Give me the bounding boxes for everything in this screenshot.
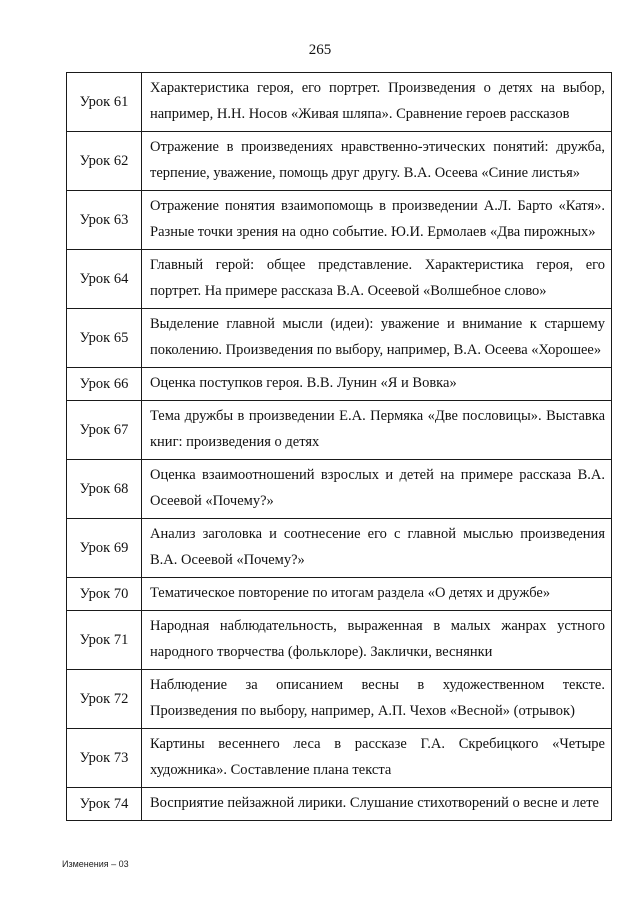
lesson-row [67,132,612,191]
lesson-number-cell: Урок 72 [67,670,142,729]
lesson-topic-cell: Народная наблюдательность, выраженная в малых жанрах устного народного творчества (фольклоре). Заклички, веснянки [142,611,612,670]
lesson-number-cell: Урок 61 [67,73,142,132]
lesson-row [67,191,612,250]
lesson-topic-cell: Оценка взаимоотношений взрослых и детей на примере рассказа В.А. Осеевой «Почему?» [142,460,612,519]
lesson-row [67,250,612,309]
lesson-number-cell: Урок 73 [67,729,142,788]
lesson-row [67,519,612,578]
page-number: 265 [308,42,332,58]
lesson-topic-cell: Восприятие пейзажной лирики. Слушание стихотворений о весне и лете [142,788,612,821]
lesson-number-cell: Урок 67 [67,401,142,460]
lesson-row [67,670,612,729]
lesson-row [67,578,612,611]
lesson-topic-cell: Анализ заголовка и соотнесение его с главной мыслью произведения В.А. Осеевой «Почему?» [142,519,612,578]
lesson-topic-cell: Наблюдение за описанием весны в художественном тексте. Произведения по выбору, например, А.П. Чехов «Весной» (отрывок) [142,670,612,729]
lesson-topic-cell: Тема дружбы в произведении Е.А. Пермяка «Две пословицы». Выставка книг: произведения о детях [142,401,612,460]
lesson-topic-cell: Характеристика героя, его портрет. Произведения о детях на выбор, например, Н.Н. Носов «Живая шляпа». Сравнение героев рассказов [142,73,612,132]
lesson-number-cell: Урок 70 [67,578,142,611]
lesson-topic-cell: Тематическое повторение по итогам раздела «О детях и дружбе» [142,578,612,611]
lesson-number-cell: Урок 66 [67,368,142,401]
lessons-table [66,72,612,821]
lesson-row [67,788,612,821]
lessons-table-body [67,73,612,821]
lesson-number-cell: Урок 71 [67,611,142,670]
lesson-row [67,460,612,519]
lesson-row [67,368,612,401]
lesson-number-cell: Урок 74 [67,788,142,821]
lesson-topic-cell: Отражение понятия взаимопомощь в произведении А.Л. Барто «Катя». Разные точки зрения на одно событие. Ю.И. Ермолаев «Два пирожных» [142,191,612,250]
lesson-number-cell: Урок 65 [67,309,142,368]
lesson-number-cell: Урок 68 [67,460,142,519]
lesson-topic-cell: Отражение в произведениях нравственно-этических понятий: дружба, терпение, уважение, помощь друг другу. В.А. Осеева «Синие листья» [142,132,612,191]
lesson-row [67,73,612,132]
lesson-topic-cell: Главный герой: общее представление. Характеристика героя, его портрет. На примере рассказа В.А. Осеевой «Волшебное слово» [142,250,612,309]
lesson-number-cell: Урок 64 [67,250,142,309]
lesson-number-cell: Урок 69 [67,519,142,578]
lesson-row [67,401,612,460]
lesson-row [67,611,612,670]
lesson-number-cell: Урок 62 [67,132,142,191]
lesson-topic-cell: Картины весеннего леса в рассказе Г.А. Скребицкого «Четыре художника». Составление плана текста [142,729,612,788]
lesson-row [67,729,612,788]
lesson-number-cell: Урок 63 [67,191,142,250]
lesson-topic-cell: Оценка поступков героя. В.В. Лунин «Я и Вовка» [142,368,612,401]
footer-revision-note: Изменения – 03 [62,859,129,869]
lesson-topic-cell: Выделение главной мысли (идеи): уважение и внимание к старшему поколению. Произведения по выбору, например, В.А. Осеева «Хорошее» [142,309,612,368]
lesson-row [67,309,612,368]
